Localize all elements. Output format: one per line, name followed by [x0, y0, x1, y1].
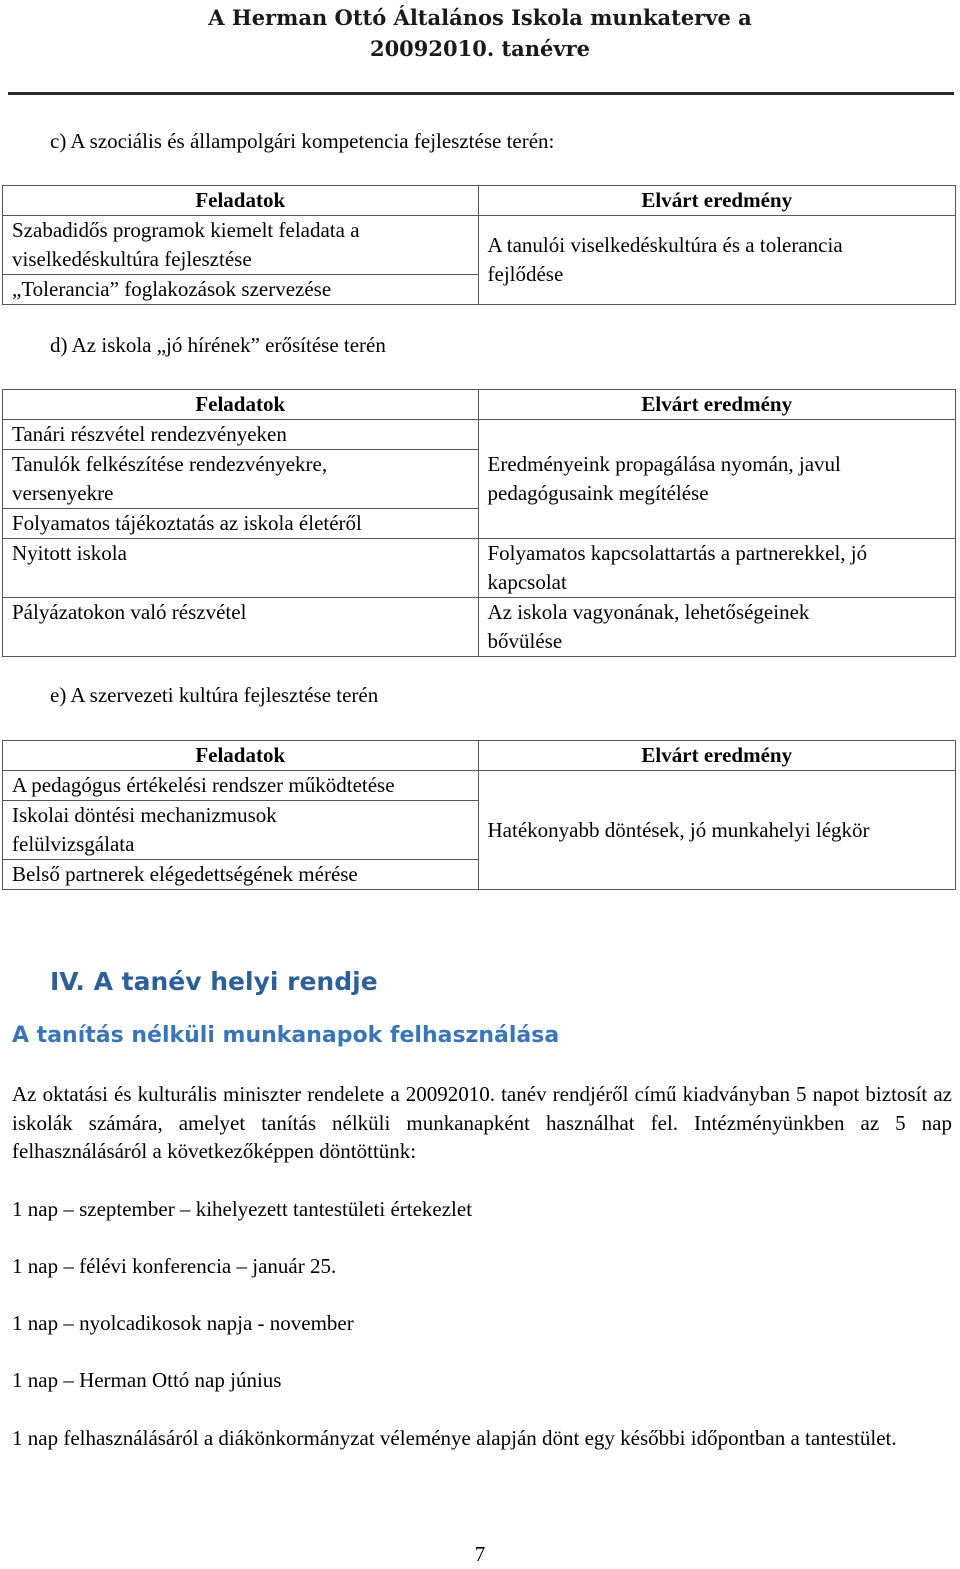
text-line: A pedagógus értékelési rendszer működtetése — [12, 773, 395, 797]
text-line: felülvizsgálata — [12, 832, 135, 856]
header-rule — [8, 92, 954, 95]
chapter-heading: IV. A tanév helyi rendje — [50, 967, 378, 996]
text-line: Iskolai döntési mechanizmusok — [12, 803, 277, 827]
section-c-col1-header: Feladatok — [3, 186, 479, 216]
day-item-3: 1 nap – nyolcadikosok napja - november — [12, 1311, 354, 1335]
text-line: kapcsolat — [487, 570, 567, 594]
day-item-2: 1 nap – félévi konferencia – január 25. — [12, 1254, 337, 1278]
section-e-col2-header: Elvárt eredmény — [478, 741, 955, 771]
section-d-result-3 — [478, 598, 956, 657]
section-d-table — [2, 389, 956, 657]
section-d-task-4 — [3, 539, 479, 598]
text-line: A tanulói viselkedéskultúra és a tolerancia — [487, 233, 843, 257]
day-item-1: 1 nap – szeptember – kihelyezett tantestületi értekezlet — [12, 1197, 473, 1221]
section-d-result-2 — [478, 539, 956, 598]
section-d-task-3 — [3, 509, 479, 539]
text-line: Belső partnerek elégedettségének mérése — [12, 862, 358, 886]
subsection-heading: A tanítás nélküli munkanapok felhasználása — [12, 1023, 560, 1048]
text-line: Tanulók felkészítése rendezvényekre, — [12, 452, 328, 476]
header-line-1: A Herman Ottó Általános Iskola munkaterve a — [208, 5, 752, 30]
text-line: fejlődése — [487, 262, 564, 286]
section-c-result — [478, 216, 956, 305]
text-line: versenyekre — [12, 481, 114, 505]
header-line-2: 20092010. tanévre — [369, 36, 591, 61]
section-d-title: d) Az iskola „jó hírének” erősítése terén — [50, 333, 386, 357]
text-line: viselkedéskultúra fejlesztése — [12, 247, 252, 271]
text-line: Tanári részvétel rendezvényeken — [12, 422, 287, 446]
text-line: Nyitott iskola — [12, 541, 127, 565]
text-line: Pályázatokon való részvétel — [12, 600, 247, 624]
text-line: pedagógusaink megítélése — [487, 481, 709, 505]
intro-paragraph: Az oktatási és kulturális miniszter rendelete a 20092010. tanév rendjéről című kiadványban 5 napot biztosít az iskolák számára, amelyet tanítás nélküli munkanapként használhat fel. Intézményünkben az 5 nap felhasználásáról a következőképpen döntöttünk: — [12, 1082, 952, 1163]
text-line: „Tolerancia” foglakozások szervezése — [12, 277, 332, 301]
section-c-task-1 — [3, 216, 479, 275]
text-line: bővülése — [487, 629, 563, 653]
section-d-task-2 — [3, 450, 479, 509]
section-d-result-1 — [478, 420, 956, 539]
section-e-table — [2, 740, 956, 890]
section-e-task-3 — [3, 860, 479, 890]
text-line: Az iskola vagyonának, lehetőségeinek — [487, 600, 810, 624]
text-line: Folyamatos kapcsolattartás a partnerekkel, jó — [487, 541, 868, 565]
page-number: 7 — [474, 1542, 486, 1566]
section-d-col2-header: Elvárt eredmény — [478, 390, 956, 420]
section-d-task-5 — [3, 598, 479, 657]
section-c-table — [2, 185, 956, 305]
section-c-task-2 — [3, 275, 479, 305]
section-d-col1-header: Feladatok — [3, 390, 479, 420]
section-e-task-1 — [3, 771, 479, 801]
section-e-result: Hatékonyabb döntések, jó munkahelyi légkör — [478, 771, 955, 890]
section-e-task-2 — [3, 801, 479, 860]
text-line: Eredményeink propagálása nyomán, javul — [487, 452, 841, 476]
section-e-col1-header: Feladatok — [3, 741, 479, 771]
section-c-col2-header: Elvárt eredmény — [478, 186, 956, 216]
running-header — [0, 2, 960, 64]
day-item-4: 1 nap – Herman Ottó nap június — [12, 1368, 282, 1392]
section-e-title: e) A szervezeti kultúra fejlesztése terén — [50, 683, 379, 707]
section-d-task-1 — [3, 420, 479, 450]
section-c-title: c) A szociális és állampolgári kompetencia fejlesztése terén: — [50, 129, 555, 153]
text-line: Folyamatos tájékoztatás az iskola életéről — [12, 511, 362, 535]
day-item-5: 1 nap felhasználásáról a diákönkormányzat véleménye alapján dönt egy későbbi időpontban a tantestület. — [12, 1426, 897, 1450]
text-line: Szabadidős programok kiemelt feladata a — [12, 218, 360, 242]
